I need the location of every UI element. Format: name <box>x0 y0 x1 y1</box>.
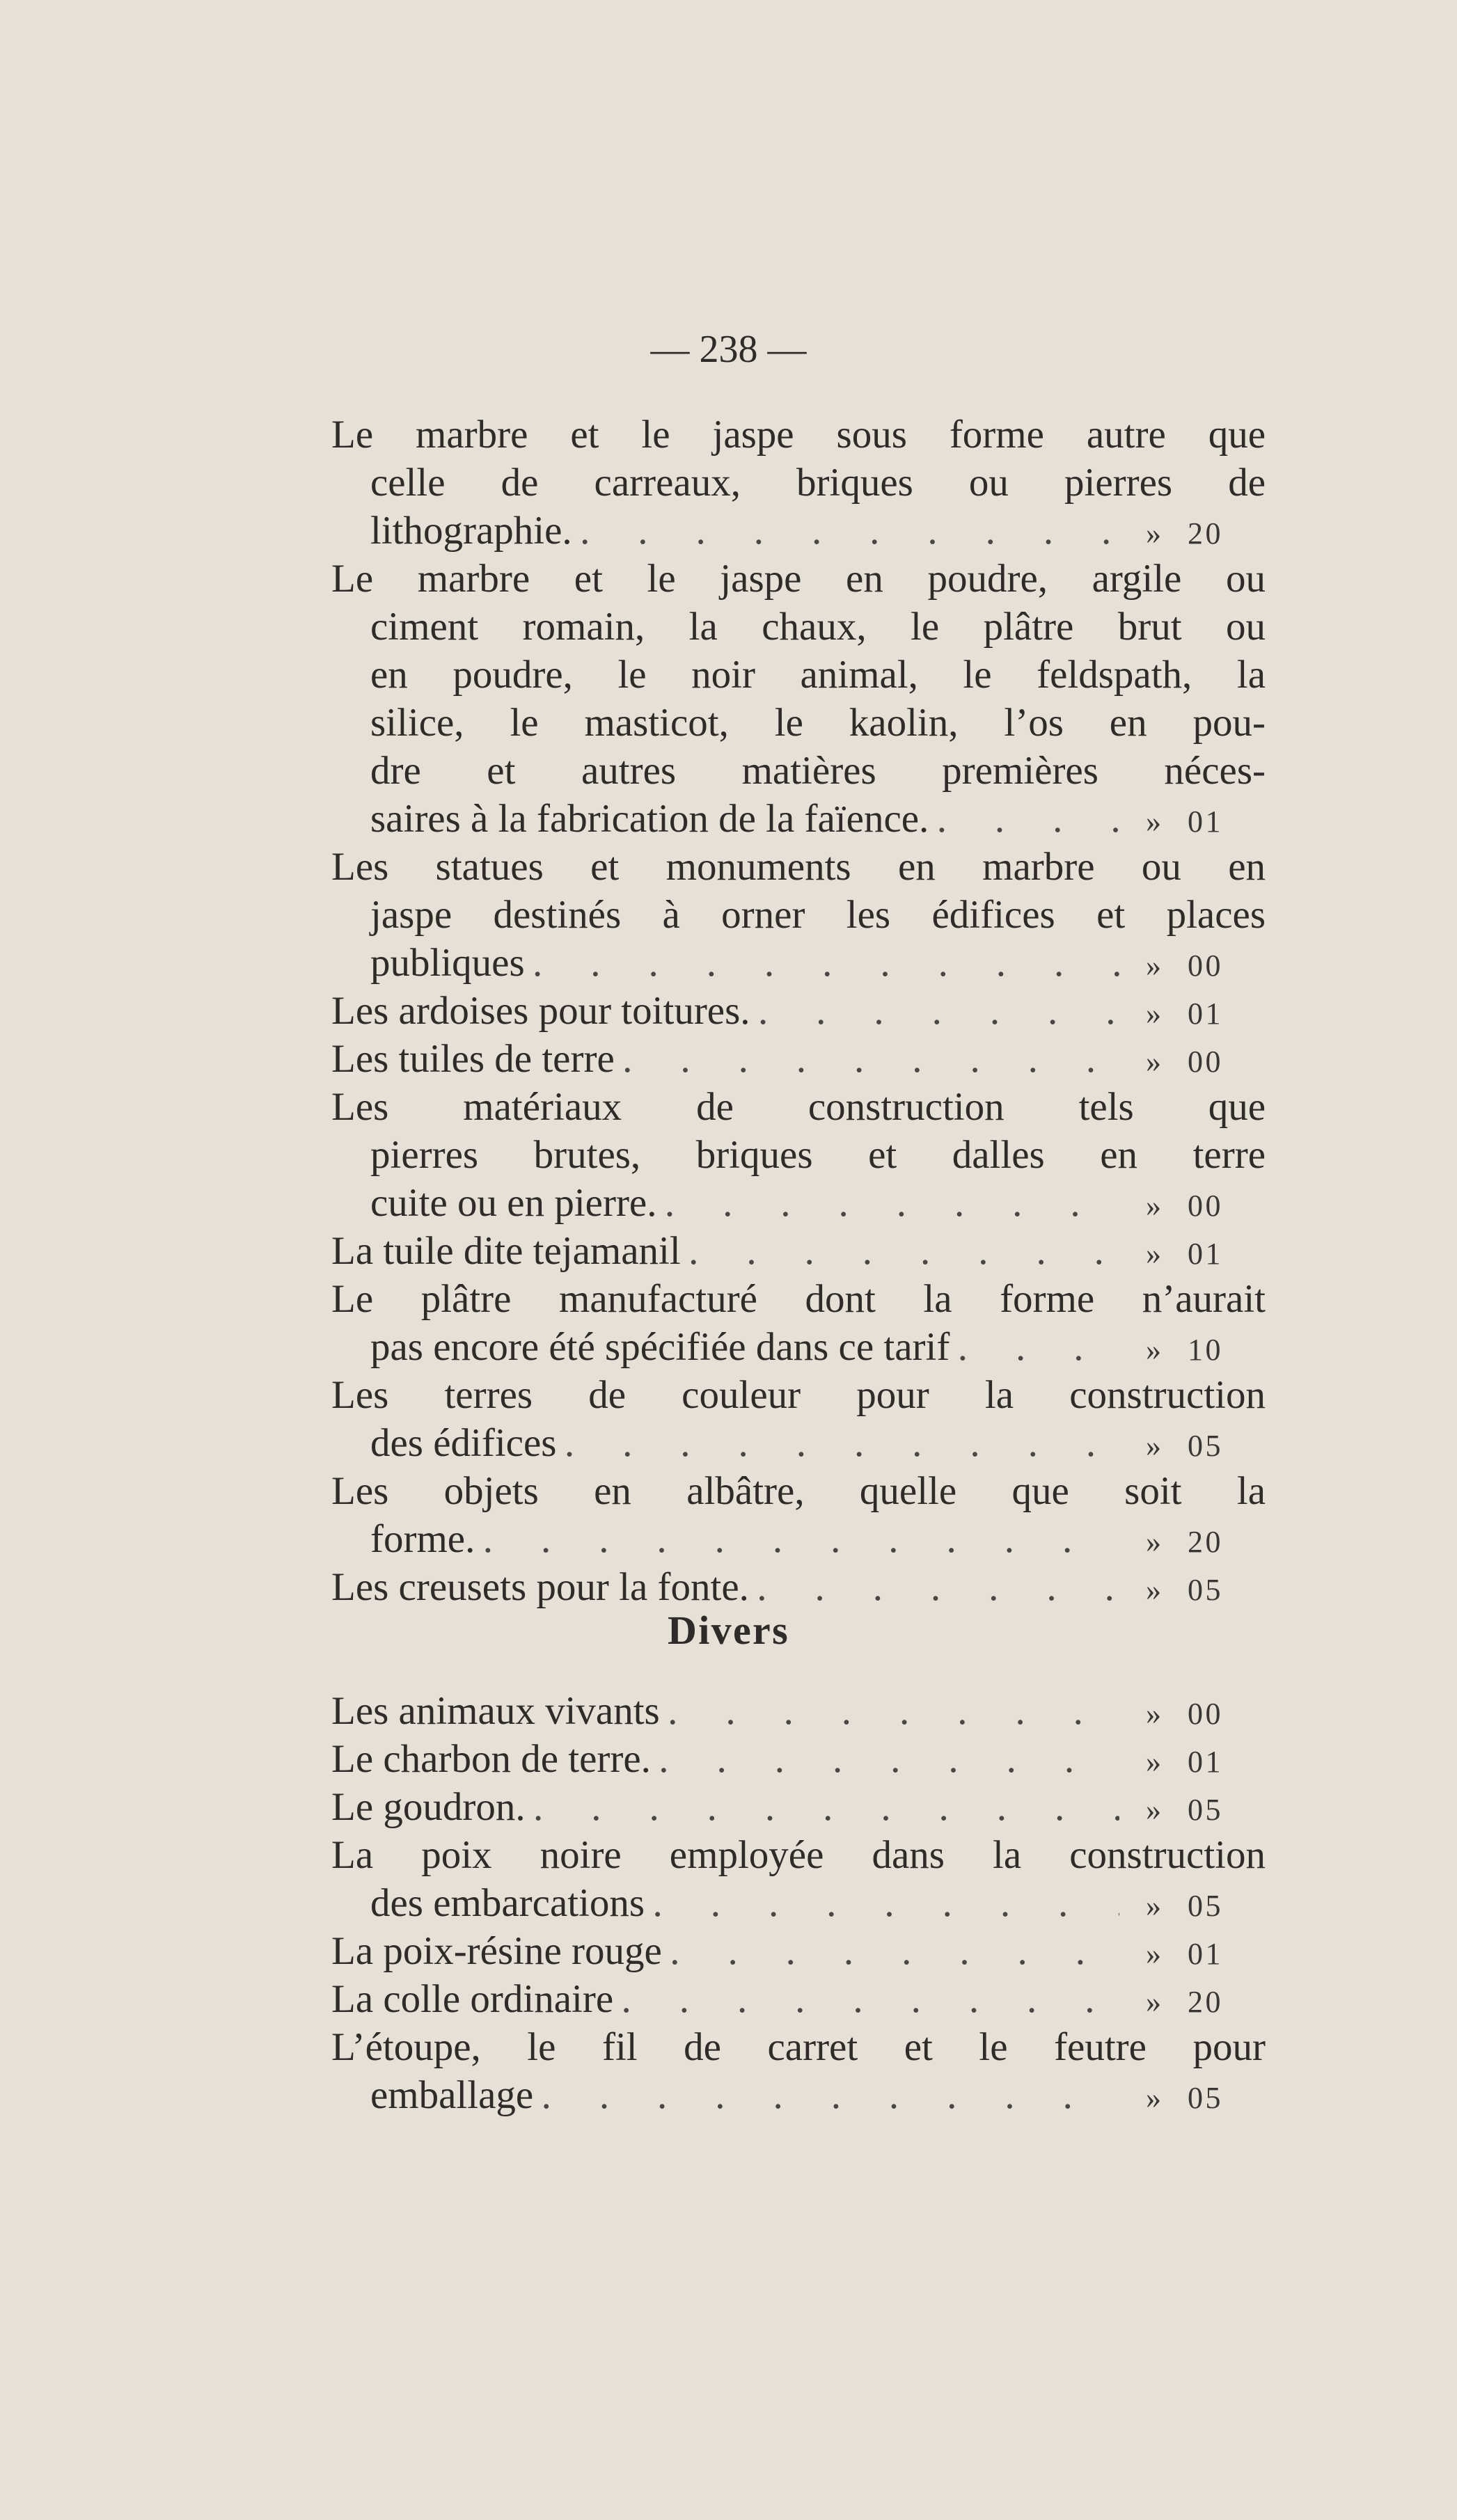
entry-line: La poix noire employée dans la construction <box>331 1833 1266 1877</box>
entry-line: Les statues et monuments en marbre ou en <box>331 845 1266 889</box>
rate-value: 05 <box>1188 1793 1224 1827</box>
dot-leader <box>613 1975 1119 2023</box>
entry-line: celle de carreaux, briques ou pierres de <box>370 461 1266 505</box>
entry-line: en poudre, le noir animal, le feldspath, la <box>370 653 1266 697</box>
dot-leader <box>660 1687 1119 1735</box>
entry-last-line <box>331 507 1266 555</box>
rate-value: 05 <box>1188 2081 1224 2115</box>
rate-value: 01 <box>1188 997 1224 1031</box>
tariff-entry <box>331 555 1266 843</box>
rate-value: 00 <box>1188 1045 1224 1079</box>
page-number: — 238 — <box>650 328 807 371</box>
duty-rate <box>1146 1930 1266 1975</box>
rate-quote-mark: » <box>1146 1237 1164 1271</box>
entry-label: des embarcations <box>370 1881 645 1925</box>
duty-rate <box>1146 1738 1266 1783</box>
entry-label: des édifices <box>370 1421 557 1465</box>
entry-last-line <box>331 2071 1266 2119</box>
entry-label: lithographie. <box>370 509 572 553</box>
rate-value: 01 <box>1188 1237 1224 1271</box>
rate-value: 20 <box>1188 516 1224 550</box>
duty-rate <box>1146 1882 1266 1927</box>
dot-leader <box>681 1227 1119 1275</box>
dot-leader <box>651 1735 1119 1783</box>
rate-value: 05 <box>1188 1889 1224 1923</box>
tariff-entry <box>331 1831 1266 1927</box>
entry-line: L’étoupe, le fil de carret et le feutre pour <box>331 2025 1266 2069</box>
dot-leader <box>645 1879 1119 1927</box>
tariff-entry <box>331 1467 1266 1563</box>
entry-label: Les tuiles de terre <box>331 1037 615 1081</box>
entry-line: Les terres de couleur pour la construction <box>331 1373 1266 1417</box>
rate-value: 10 <box>1188 1333 1224 1367</box>
entry-last-line <box>331 1927 1266 1975</box>
rate-value: 20 <box>1188 1525 1224 1559</box>
entry-line: Les objets en albâtre, quelle que soit la <box>331 1469 1266 1513</box>
rate-value: 00 <box>1188 949 1224 983</box>
entry-last-line <box>331 1227 1266 1275</box>
duty-rate <box>1146 990 1266 1035</box>
entry-last-line <box>331 1323 1266 1371</box>
entry-last-line <box>331 1419 1266 1467</box>
rate-quote-mark: » <box>1146 1937 1164 1971</box>
rate-value: 01 <box>1188 1937 1224 1971</box>
duty-rate <box>1146 1786 1266 1831</box>
entry-line: jaspe destinés à orner les édifices et places <box>370 893 1266 937</box>
rate-quote-mark: » <box>1146 805 1164 839</box>
rate-quote-mark: » <box>1146 1697 1164 1731</box>
rate-value: 05 <box>1188 1429 1224 1463</box>
duty-rate <box>1146 942 1266 987</box>
tariff-entry <box>331 1687 1266 1735</box>
entry-line: silice, le masticot, le kaolin, l’os en pou- <box>370 701 1266 745</box>
entry-label: La colle ordinaire <box>331 1977 614 2021</box>
entry-label: La tuile dite tejamanil <box>331 1229 681 1273</box>
rate-value: 20 <box>1188 1985 1224 2019</box>
dot-leader <box>656 1179 1119 1227</box>
entry-label: saires à la fabrication de la faïence. <box>370 797 929 841</box>
entry-last-line <box>331 1783 1266 1831</box>
rate-quote-mark: » <box>1146 1745 1164 1779</box>
dot-leader <box>615 1035 1119 1083</box>
entry-last-line <box>331 1687 1266 1735</box>
entry-last-line <box>331 987 1266 1035</box>
dot-leader <box>556 1419 1119 1467</box>
rate-quote-mark: » <box>1146 1889 1164 1923</box>
rate-value: 05 <box>1188 1573 1224 1607</box>
section-heading: Divers <box>668 1608 789 1653</box>
rate-quote-mark: » <box>1146 1045 1164 1079</box>
entry-label: Le goudron. <box>331 1785 526 1829</box>
entry-line: ciment romain, la chaux, le plâtre brut ou <box>370 605 1266 649</box>
rate-quote-mark: » <box>1146 1525 1164 1559</box>
tariff-entry <box>331 1227 1266 1275</box>
entry-last-line <box>331 939 1266 987</box>
tariff-entry <box>331 2023 1266 2119</box>
tariff-list-construction <box>331 411 1266 1611</box>
duty-rate <box>1146 1230 1266 1275</box>
entry-last-line <box>331 1179 1266 1227</box>
entry-last-line <box>331 795 1266 843</box>
duty-rate <box>1146 1326 1266 1371</box>
entry-label: cuite ou en pierre. <box>370 1181 657 1225</box>
dot-leader <box>572 507 1119 555</box>
tariff-entry <box>331 1275 1266 1371</box>
tariff-entry <box>331 1783 1266 1831</box>
entry-line: pierres brutes, briques et dalles en terre <box>370 1133 1266 1177</box>
tariff-list-divers <box>331 1687 1266 2119</box>
entry-label: Les creusets pour la fonte. <box>331 1565 749 1609</box>
rate-quote-mark: » <box>1146 1429 1164 1463</box>
entry-last-line <box>331 1879 1266 1927</box>
duty-rate <box>1146 1978 1266 2023</box>
entry-last-line <box>331 1515 1266 1563</box>
entry-line: Le marbre et le jaspe sous forme autre que <box>331 413 1266 457</box>
duty-rate <box>1146 509 1266 555</box>
dot-leader <box>526 1783 1119 1831</box>
tariff-entry <box>331 1975 1266 2023</box>
duty-rate <box>1146 1182 1266 1227</box>
rate-value: 00 <box>1188 1189 1224 1223</box>
rate-quote-mark: » <box>1146 2081 1164 2115</box>
entry-label: Les animaux vivants <box>331 1689 660 1733</box>
rate-quote-mark: » <box>1146 1793 1164 1827</box>
dot-leader <box>750 987 1119 1035</box>
rate-value: 00 <box>1188 1697 1224 1731</box>
rate-quote-mark: » <box>1146 1985 1164 2019</box>
dot-leader <box>929 795 1119 843</box>
dot-leader <box>950 1323 1119 1371</box>
entry-label: Les ardoises pour toitures. <box>331 989 750 1033</box>
tariff-entry <box>331 843 1266 987</box>
duty-rate <box>1146 1422 1266 1467</box>
tariff-entry <box>331 1735 1266 1783</box>
entry-last-line <box>331 1975 1266 2023</box>
entry-last-line <box>331 1035 1266 1083</box>
entry-line: dre et autres matières premières néces- <box>370 749 1266 793</box>
entry-label: La poix-résine rouge <box>331 1929 662 1973</box>
entry-label: emballage <box>370 2073 534 2117</box>
rate-quote-mark: » <box>1146 949 1164 983</box>
dot-leader <box>662 1927 1119 1975</box>
rate-quote-mark: » <box>1146 997 1164 1031</box>
entry-line: Les matériaux de construction tels que <box>331 1085 1266 1129</box>
rate-quote-mark: » <box>1146 1573 1164 1607</box>
rate-value: 01 <box>1188 1745 1224 1779</box>
dot-leader <box>525 939 1119 987</box>
tariff-entry <box>331 1927 1266 1975</box>
tariff-entry <box>331 411 1266 555</box>
dot-leader <box>533 2071 1119 2119</box>
entry-line: Le plâtre manufacturé dont la forme n’aurait <box>331 1277 1266 1321</box>
entry-label: pas encore été spécifiée dans ce tarif <box>370 1325 950 1369</box>
duty-rate <box>1146 1518 1266 1563</box>
tariff-entry <box>331 987 1266 1035</box>
tariff-entry <box>331 1083 1266 1227</box>
tariff-entry <box>331 1371 1266 1467</box>
rate-quote-mark: » <box>1146 1189 1164 1223</box>
duty-rate <box>1146 2074 1266 2119</box>
entry-label: publiques <box>370 941 525 985</box>
rate-quote-mark: » <box>1146 516 1164 550</box>
entry-line: Le marbre et le jaspe en poudre, argile ou <box>331 557 1266 601</box>
duty-rate <box>1146 798 1266 843</box>
duty-rate <box>1146 1690 1266 1735</box>
rate-value: 01 <box>1188 805 1224 839</box>
entry-last-line <box>331 1735 1266 1783</box>
tariff-entry <box>331 1035 1266 1083</box>
duty-rate <box>1146 1038 1266 1083</box>
entry-label: Le charbon de terre. <box>331 1737 651 1781</box>
rate-quote-mark: » <box>1146 1333 1164 1367</box>
dot-leader <box>475 1515 1119 1563</box>
entry-label: forme. <box>370 1517 475 1561</box>
